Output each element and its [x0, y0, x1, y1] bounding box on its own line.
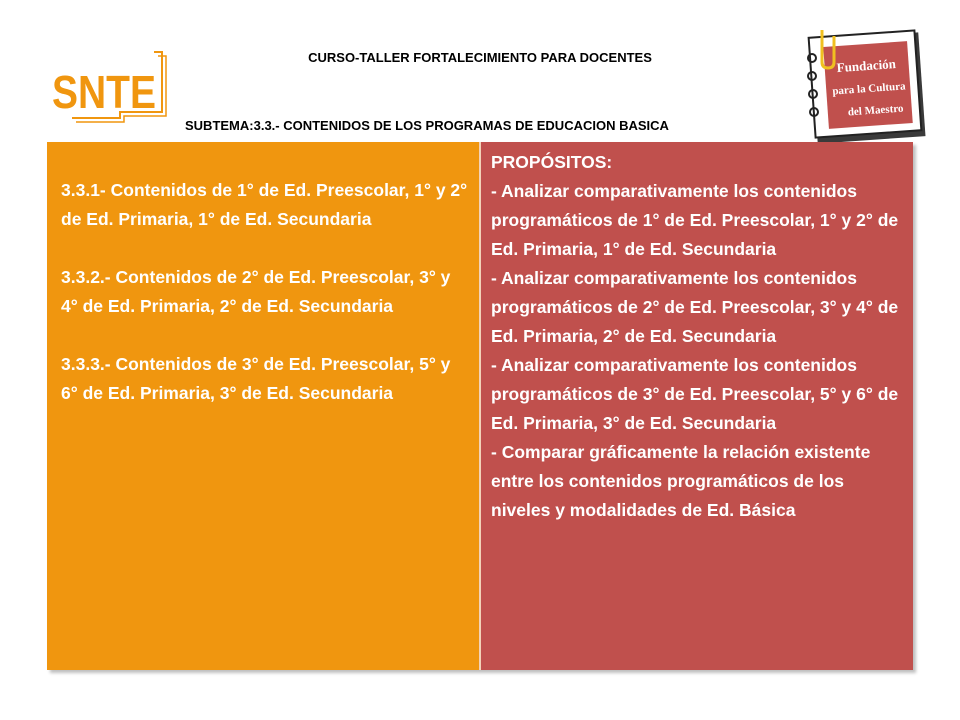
page-subtitle: SUBTEMA:3.3.- CONTENIDOS DE LOS PROGRAMAS DE EDUCACION BASICA [185, 118, 669, 133]
content-item-3-3-2: 3.3.2.- Contenidos de 2° de Ed. Preescolar, 3° y 4° de Ed. Primaria, 2° de Ed. Secundaria [61, 267, 451, 316]
contents-column [47, 142, 479, 670]
fundacion-logo-line1: Fundación [836, 56, 897, 76]
content-item-3-3-3: 3.3.3.- Contenidos de 3° de Ed. Preescolar, 5° y 6° de Ed. Primaria, 3° de Ed. Secundaria [61, 354, 451, 403]
purpose-item-2: - Analizar comparativamente los contenidos programáticos de 2° de Ed. Preescolar, 3° y 4° de Ed. Primaria, 2° de Ed. Secundaria [491, 268, 899, 346]
purposes-heading: PROPÓSITOS: [491, 152, 613, 172]
purpose-item-3: - Analizar comparativamente los contenidos programáticos de 3° de Ed. Preescolar, 5° y 6° de Ed. Primaria, 3° de Ed. Secundaria [491, 355, 899, 433]
snte-logo [50, 48, 168, 124]
purposes-column [481, 142, 913, 670]
fundacion-logo [800, 28, 928, 146]
content-table [47, 142, 913, 670]
purpose-item-1: - Analizar comparativamente los contenidos programáticos de 1° de Ed. Preescolar, 1° y 2° de Ed. Primaria, 1° de Ed. Secundaria [491, 181, 899, 259]
purpose-item-4: - Comparar gráficamente la relación existente entre los contenidos programáticos de los niveles y modalidades de Ed. Básica [491, 442, 871, 520]
page-title: CURSO-TALLER FORTALECIMIENTO PARA DOCENTES [308, 50, 652, 65]
fundacion-logo-line3: del Maestro [847, 102, 904, 119]
content-item-3-3-1: 3.3.1- Contenidos de 1° de Ed. Preescolar, 1° y 2° de Ed. Primaria, 1° de Ed. Secundaria [61, 180, 468, 229]
fundacion-logo-line2: para la Cultura [831, 80, 906, 98]
snte-logo-text: SNTE [52, 66, 156, 118]
